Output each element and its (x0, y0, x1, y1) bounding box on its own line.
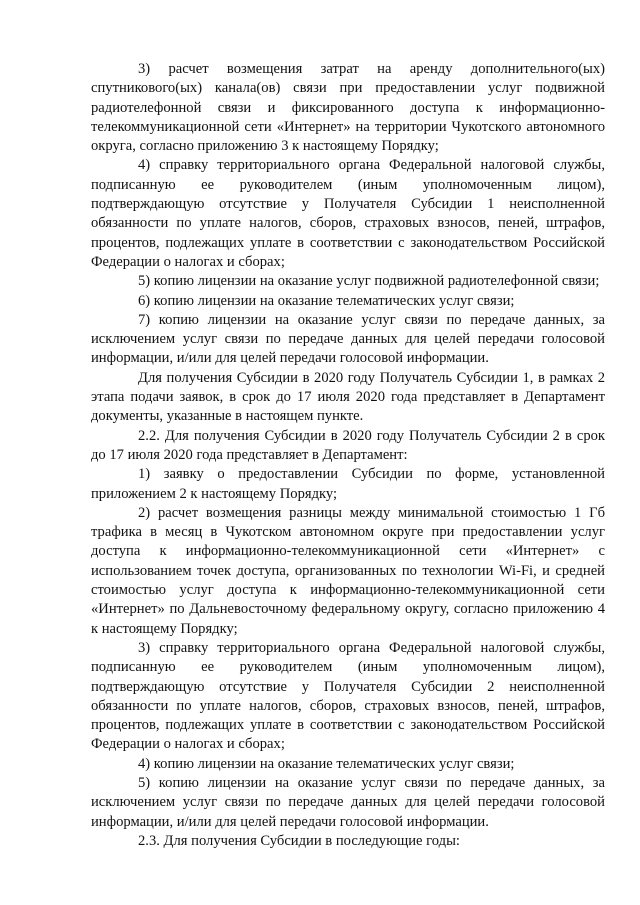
paragraph-2-2-item-5-data-license: 5) копию лицензии на оказание услуг связи по передаче данных, за исключением услуг связи по передаче данных для целей передачи голосовой информации, и/или для целей передачи голосовой информации. (91, 774, 605, 830)
paragraph-section-2-2: 2.2. Для получения Субсидии в 2020 году Получатель Субсидии 2 в срок до 17 июля 2020 года представляет в Департамент: (91, 427, 605, 463)
document-page (91, 60, 605, 851)
paragraph-item-5-mobile-license: 5) копию лицензии на оказание услуг подвижной радиотелефонной связи; (138, 273, 600, 290)
paragraph-section-2-3: 2.3. Для получения Субсидии в последующие годы: (138, 832, 460, 849)
paragraph-item-7-data-license: 7) копию лицензии на оказание услуг связи по передаче данных, за исключением услуг связи по передаче данных для целей передачи голосовой информации, и/или для целей передачи голосовой информации. (91, 311, 605, 367)
paragraph-2-2-item-3-tax-certificate: 3) справку территориального органа Федеральной налоговой службы, подписанную ее руководителем (иным уполномоченным лицом), подтверждающую отсутствие у Получателя Субсидии 2 неисполненной обязанности по уплате налогов, сборов, страховых взносов, пеней, штрафов, процентов, подлежащих уплате в соответствии с законодательством Российской Федерации о налогах и сборах; (91, 639, 605, 753)
paragraph-2-2-item-2-traffic-calculation: 2) расчет возмещения разницы между минимальной стоимостью 1 Гб трафика в месяц в Чукотском автономном округе при предоставлении услуг доступа к информационно-телекоммуникационной сети «Интернет» с использованием точек доступа, организованных по технологии Wi-Fi, и средней стоимостью услуг доступа к информационно-телекоммуникационной сети «Интернет» по Дальневосточному федеральному округу, согласно приложению 4 к настоящему Порядку; (91, 504, 605, 637)
paragraph-2-2-item-1-application: 1) заявку о предоставлении Субсидии по форме, установленной приложением 2 к настоящему Порядку; (91, 466, 605, 502)
paragraph-item-6-telematic-license: 6) копию лицензии на оказание телематических услуг связи; (138, 292, 515, 309)
paragraph-2-2-item-4-telematic-license: 4) копию лицензии на оказание телематических услуг связи; (138, 755, 515, 772)
paragraph-2020-recipient-1: Для получения Субсидии в 2020 году Получатель Субсидии 1, в рамках 2 этапа подачи заявок, в срок до 17 июля 2020 года представляет в Департамент документы, указанные в настоящем пункте. (91, 369, 605, 425)
paragraph-item-3-cost-calculation: 3) расчет возмещения затрат на аренду дополнительного(ых) спутникового(ых) канала(ов) связи при предоставлении услуг подвижной радиотелефонной связи и фиксированного доступа к информационно-телекоммуникационной сети «Интернет» на территории Чукотского автономного округа, согласно приложению 3 к настоящему Порядку; (91, 61, 605, 155)
paragraph-item-4-tax-certificate: 4) справку территориального органа Федеральной налоговой службы, подписанную ее руководителем (иным уполномоченным лицом), подтверждающую отсутствие у Получателя Субсидии 1 неисполненной обязанности по уплате налогов, сборов, страховых взносов, пеней, штрафов, процентов, подлежащих уплате в соответствии с законодательством Российской Федерации о налогах и сборах; (91, 157, 605, 270)
